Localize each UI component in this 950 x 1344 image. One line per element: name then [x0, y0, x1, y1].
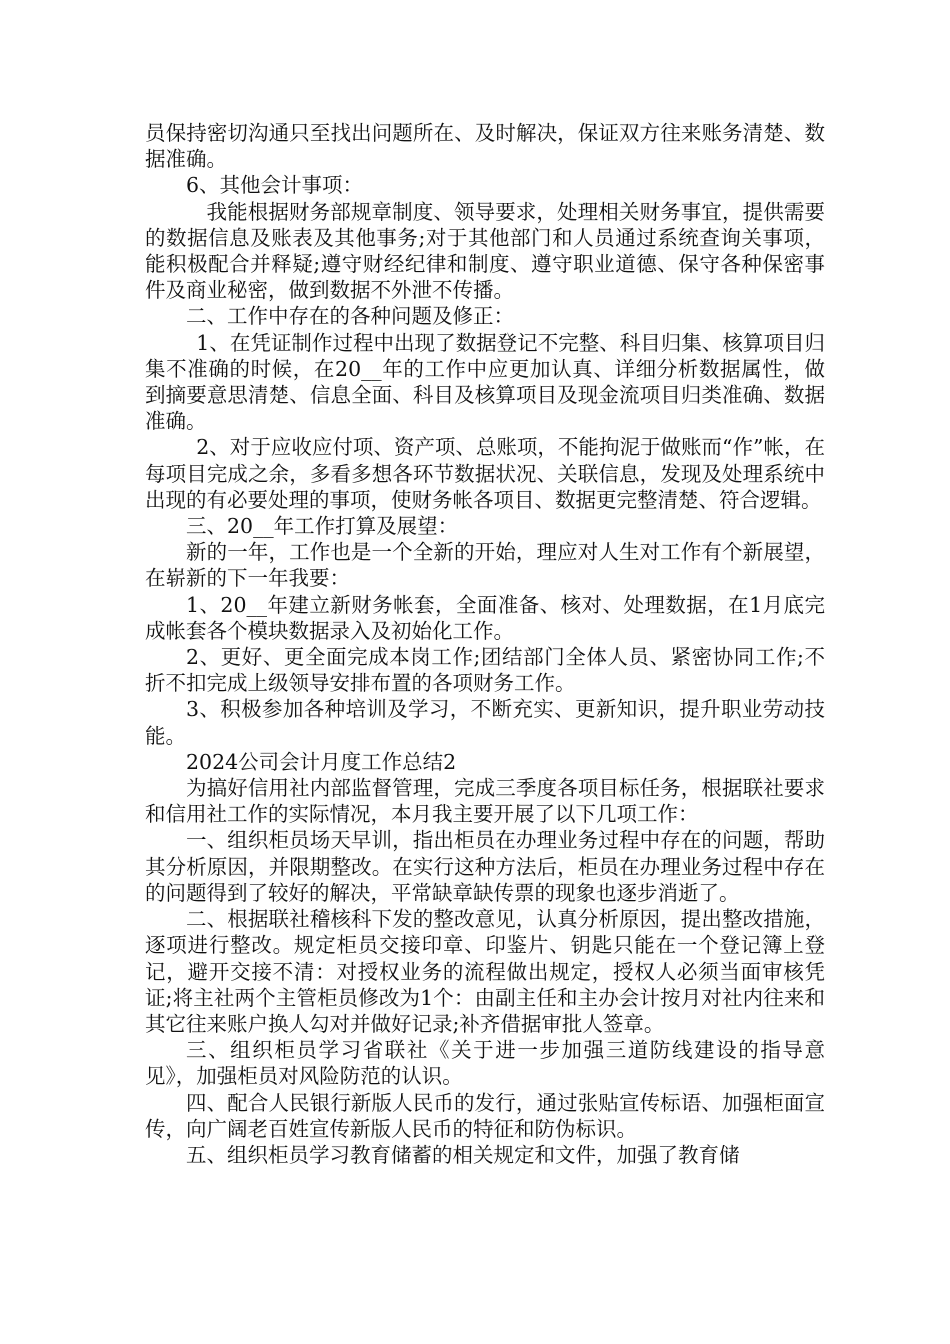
paragraph-plan-1: 1、20__年建立新财务帐套，全面准备、核对、处理数据，在1月底完成帐套各个模块数据录入及初始化工作。: [145, 592, 825, 643]
paragraph-continuation: 员保持密切沟通只至找出问题所在、及时解决，保证双方往来账务清楚、数据准确。: [145, 121, 825, 172]
paragraph-problem-2: 2、对于应收应付项、资产项、总账项，不能拘泥于做账而“作”帐，在每项目完成之余，多看多想各环节数据状况、关联信息，发现及处理系统中出现的有必要处理的事项，使财务帐各项目、数据更完整清楚、符合逻辑。: [145, 435, 825, 512]
paragraph-other-matters-body: 我能根据财务部规章制度、领导要求，处理相关财务事宜，提供需要的数据信息及账表及其他事务;对于其他部门和人员通过系统查询关事项，能积极配合并释疑;遵守财经纪律和制度、遵守职业道德、保守各种保密事件及商业秘密，做到数据不外泄不传播。: [145, 199, 825, 303]
paragraph-heading-plans: 三、20__年工作打算及展望：: [186, 514, 459, 539]
paragraph-item-3: 三、组织柜员学习省联社《关于进一步加强三道防线建设的指导意见》，加强柜员对风险防范的认识。: [145, 1038, 825, 1089]
paragraph-heading-other-matters: 6、其他会计事项：: [186, 173, 364, 198]
paragraph-plans-intro: 新的一年，工作也是一个全新的开始，理应对人生对工作有个新展望，在崭新的下一年我要：: [145, 540, 825, 591]
section-title-summary-2: 2024公司会计月度工作总结2: [186, 749, 457, 774]
paragraph-summary-intro: 为搞好信用社内部监督管理，完成三季度各项目标任务，根据联社要求和信用社工作的实际情况，本月我主要开展了以下几项工作：: [145, 776, 825, 827]
paragraph-problem-1: 1、在凭证制作过程中出现了数据登记不完整、科目归集、核算项目归集不准确的时候，在20__年的工作中应更加认真、详细分析数据属性，做到摘要意思清楚、信息全面、科目及核算项目及现金流项目归类准确、数据准确。: [145, 330, 825, 434]
paragraph-heading-problems: 二、工作中存在的各种问题及修正：: [186, 304, 514, 329]
paragraph-item-1: 一、组织柜员场天早训，指出柜员在办理业务过程中存在的问题，帮助其分析原因，并限期整改。在实行这种方法后，柜员在办理业务过程中存在的问题得到了较好的解决，平常缺章缺传票的现象也逐步消逝了。: [145, 828, 825, 905]
document-page: [145, 120, 825, 1168]
paragraph-item-2: 二、根据联社稽核科下发的整改意见，认真分析原因，提出整改措施，逐项进行整改。规定柜员交接印章、印鉴片、钥匙只能在一个登记簿上登记，避开交接不清：对授权业务的流程做出规定，授权人必须当面审核凭证;将主社两个主管柜员修改为1个：由副主任和主办会计按月对社内往来和其它往来账户换人勾对并做好记录;补齐借据审批人签章。: [145, 907, 825, 1036]
paragraph-item-5: 五、组织柜员学习教育储蓄的相关规定和文件，加强了教育储: [186, 1142, 740, 1167]
paragraph-plan-2: 2、更好、更全面完成本岗工作;团结部门全体人员、紧密协同工作;不折不扣完成上级领导安排布置的各项财务工作。: [145, 645, 825, 696]
paragraph-item-4: 四、配合人民银行新版人民币的发行，通过张贴宣传标语、加强柜面宣传，向广阔老百姓宣传新版人民币的特征和防伪标识。: [145, 1090, 825, 1141]
paragraph-plan-3: 3、积极参加各种培训及学习，不断充实、更新知识，提升职业劳动技能。: [145, 697, 825, 748]
